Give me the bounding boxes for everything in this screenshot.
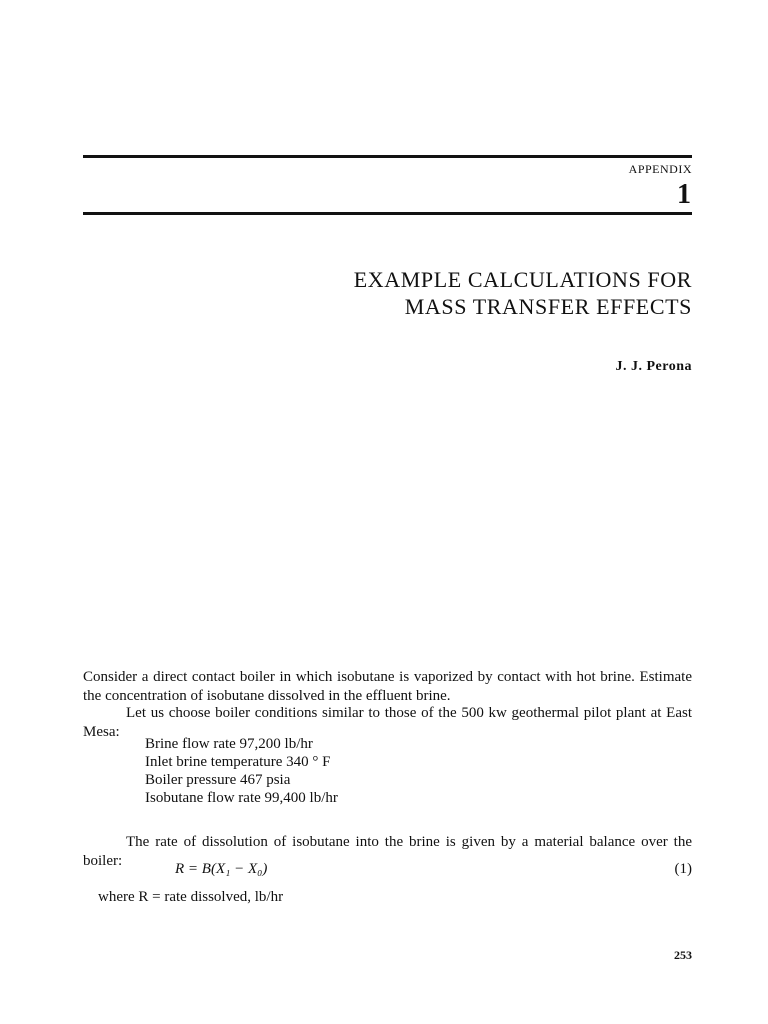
paragraph-conditions-intro: Let us choose boiler conditions similar to those of the 500 kw geothermal pilot plant at East Mesa: xyxy=(83,705,692,740)
equation-1 xyxy=(83,861,692,881)
appendix-number: 1 xyxy=(677,179,691,210)
chapter-title-line-2: MASS TRANSFER EFFECTS xyxy=(404,294,692,319)
chapter-title-line-1: EXAMPLE CALCULATIONS FOR xyxy=(353,267,692,292)
condition-item: Isobutane flow rate 99,400 lb/hr xyxy=(145,790,338,806)
equation-expression: R = B(X₁ − X₀) xyxy=(175,861,268,877)
condition-item: Brine flow rate 97,200 lb/hr xyxy=(145,736,313,752)
boiler-conditions-list xyxy=(145,735,338,807)
where-definition: where R = rate dissolved, lb/hr xyxy=(98,889,284,905)
header-top-rule xyxy=(83,155,692,158)
header-bottom-rule xyxy=(83,212,692,215)
chapter-title xyxy=(354,266,692,320)
page-number: 253 xyxy=(674,948,692,962)
author-name: J. J. Perona xyxy=(615,359,692,374)
equation-number: (1) xyxy=(674,861,692,877)
appendix-label: APPENDIX xyxy=(628,162,692,176)
condition-item: Inlet brine temperature 340 ° F xyxy=(145,754,331,770)
paragraph-material-balance: The rate of dissolution of isobutane into the brine is given by a material balance over the boiler: xyxy=(83,834,692,869)
paragraph-intro: Consider a direct contact boiler in which isobutane is vaporized by contact with hot brine. Estimate the concentration of isobutane dissolved in the effluent brine. xyxy=(83,669,692,704)
condition-item: Boiler pressure 467 psia xyxy=(145,772,291,788)
